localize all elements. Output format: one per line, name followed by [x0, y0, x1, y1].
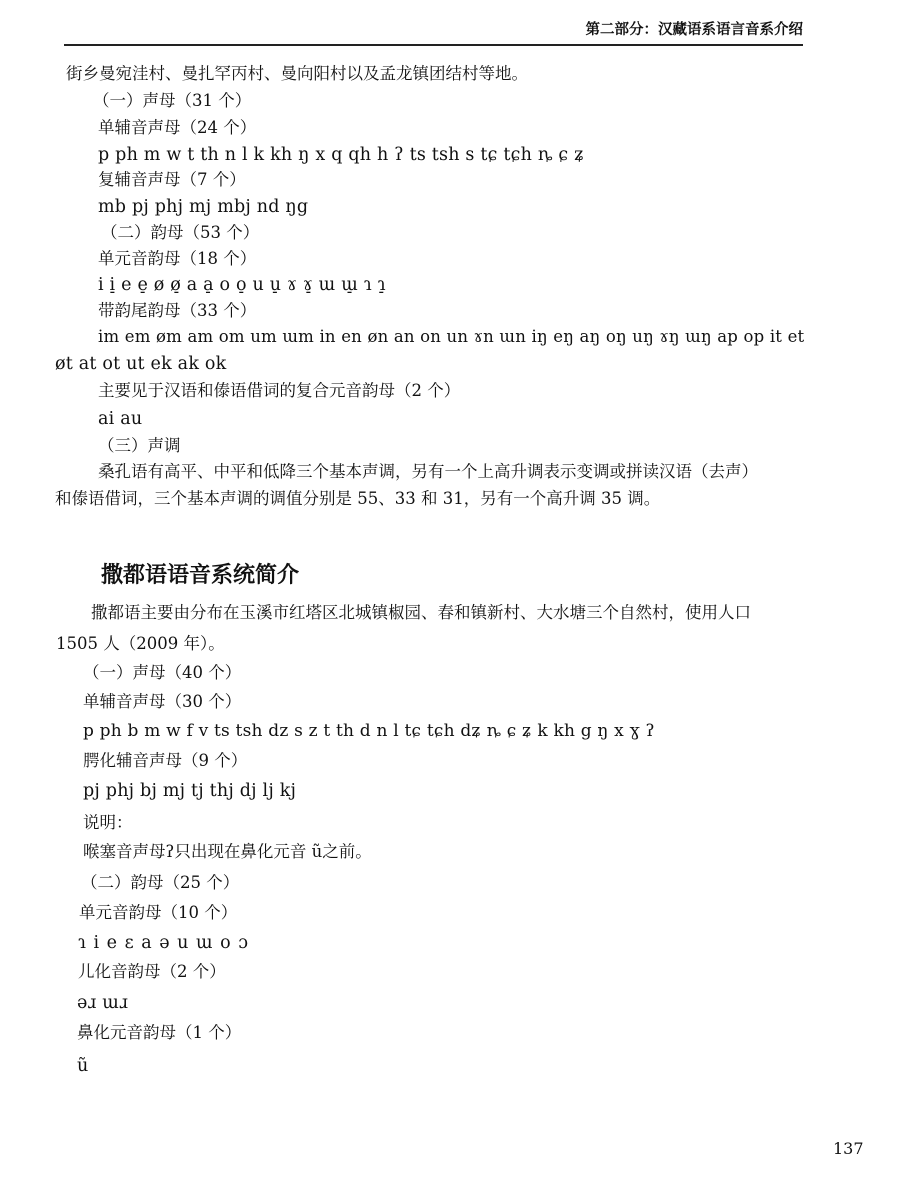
single-consonant-heading: 单辅音声母（24 个） — [98, 118, 257, 137]
intro-tail: 街乡曼宛洼村、曼扎罕丙村、曼向阳村以及孟龙镇团结村等地。 — [66, 64, 528, 83]
sadu-note-heading: 说明： — [83, 813, 133, 832]
page-number: 137 — [833, 1139, 864, 1158]
section-title: 撒都语语音系统简介 — [101, 563, 300, 588]
loan-heading: 主要见于汉语和傣语借词的复合元音韵母（2 个） — [98, 381, 461, 400]
sadu-single-heading: 单辅音声母（30 个） — [83, 692, 242, 711]
sadu-rhotic-heading: 儿化音韵母（2 个） — [78, 962, 226, 981]
coda-ipa-line-2: øt at ot ut ek ak ok — [55, 354, 227, 374]
sadu-mono-heading: 单元音韵母（10 个） — [79, 903, 238, 922]
sadu-nasal-ipa: ũ — [77, 1056, 89, 1076]
tones-paragraph-2: 和傣语借词，三个基本声调的调值分别是 55、33 和 31，另有一个高升调 35 调。 — [55, 489, 661, 508]
sadu-note-text: 喉塞音声母ʔ只出现在鼻化元音 ũ之前。 — [83, 842, 372, 861]
sadu-intro-1: 撒都语主要由分布在玉溪市红塔区北城镇椒园、春和镇新村、大水塘三个自然村，使用人口 — [91, 603, 751, 622]
coda-heading: 带韵尾韵母（33 个） — [98, 301, 257, 320]
cluster-consonant-ipa: mb pj phj mj mbj nd ŋg — [98, 197, 309, 217]
loan-ipa: ai au — [98, 409, 143, 429]
sadu-single-ipa: p ph b m w f v ts tsh dz s z t th d n l tɕ tɕh dʑ ȵ ɕ ʑ k kh g ŋ x ɣ ʔ — [83, 721, 655, 741]
monophthong-heading: 单元音韵母（18 个） — [98, 249, 257, 268]
single-consonant-ipa: p ph m w t th n l k kh ŋ x q qh h ʔ ts tsh s tɕ tɕh ȵ ɕ ʑ — [98, 145, 585, 165]
sadu-finals-heading: （二）韵母（25 个） — [81, 873, 240, 892]
sadu-palatal-heading: 腭化辅音声母（9 个） — [83, 751, 248, 770]
coda-ipa-line-1: im em øm am om um ɯm in en øn an on un ɤn ɯn iŋ eŋ aŋ oŋ uŋ ɤŋ ɯŋ ap op it et — [98, 327, 805, 346]
tones-heading: （三）声调 — [98, 436, 181, 455]
cluster-consonant-heading: 复辅音声母（7 个） — [98, 170, 246, 189]
monophthong-ipa: i i̠ e e̠ ø ø̠ a a̠ o o̠ u u̠ ɤ ɤ̠ ɯ ɯ̠ ɿ ɿ̠ — [98, 275, 386, 295]
initials-heading: （一）声母（31 个） — [93, 91, 252, 110]
running-header: 第二部分：汉藏语系语言音系介绍 — [64, 20, 803, 46]
sadu-initials-heading: （一）声母（40 个） — [83, 663, 242, 682]
sadu-nasal-heading: 鼻化元音韵母（1 个） — [77, 1023, 242, 1042]
sadu-rhotic-ipa: əɹ ɯɹ — [77, 993, 129, 1013]
tones-paragraph-1: 桑孔语有高平、中平和低降三个基本声调，另有一个上高升调表示变调或拼读汉语（去声） — [98, 462, 758, 481]
sadu-mono-ipa: ɿ i e ɛ a ə u ɯ o ɔ — [78, 933, 249, 953]
sadu-intro-2: 1505 人（2009 年）。 — [56, 634, 225, 653]
sadu-palatal-ipa: pj phj bj mj tj thj dj lj kj — [83, 781, 297, 801]
finals-heading: （二）韵母（53 个） — [101, 223, 260, 242]
